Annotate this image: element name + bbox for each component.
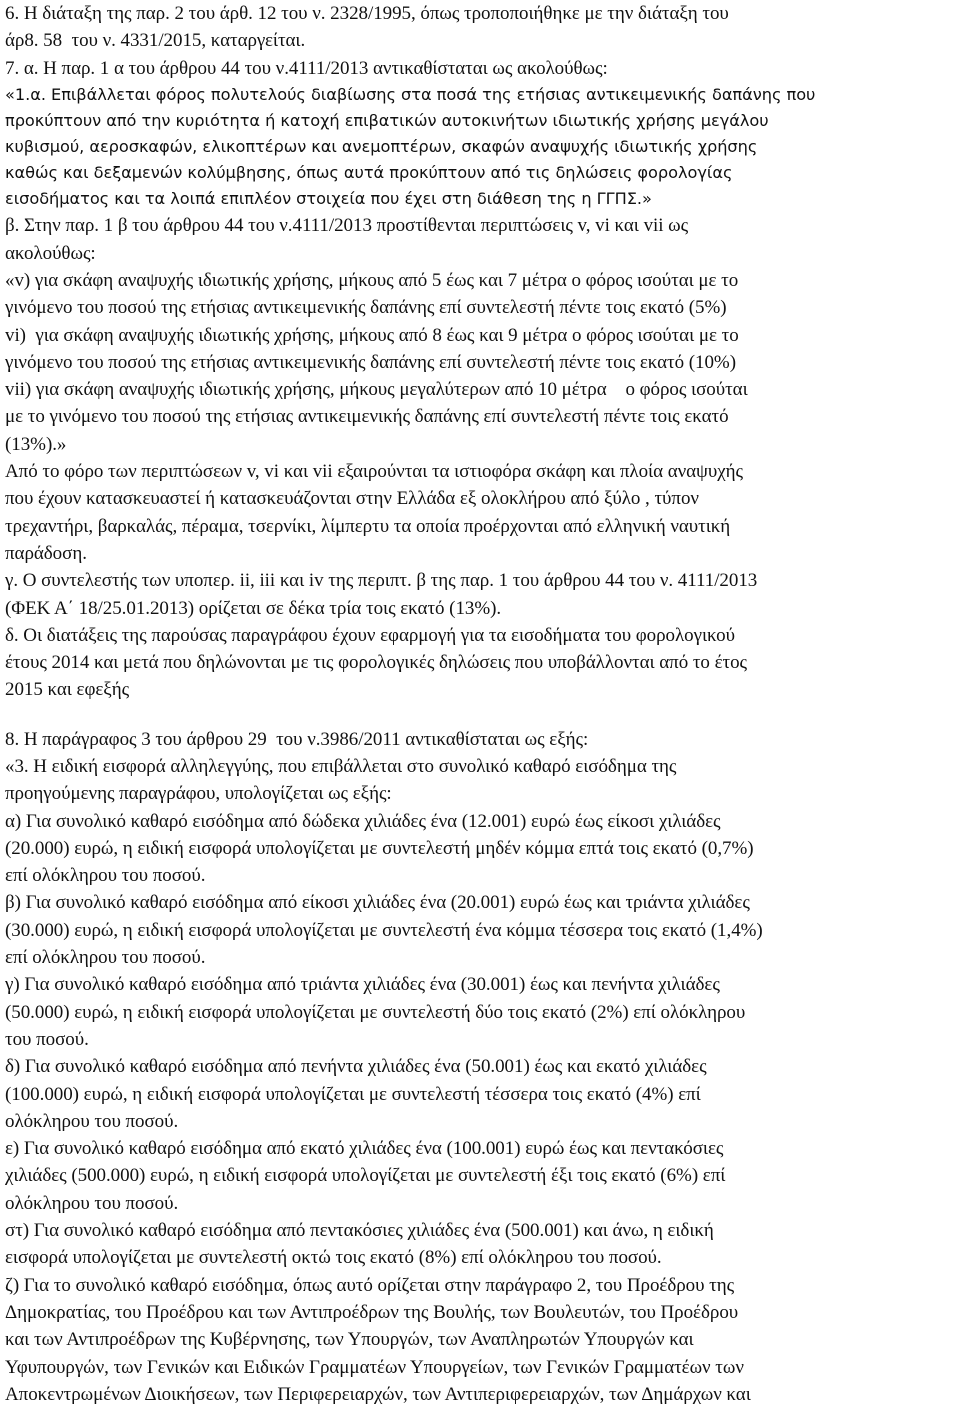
text-line: στ) Για συνολικό καθαρό εισόδημα από πεντακόσιες χιλιάδες ένα (500.001) και άνω, η ειδική xyxy=(5,1220,714,1242)
text-line: γ) Για συνολικό καθαρό εισόδημα από τριάντα χιλιάδες ένα (30.001) έως και πενήντα χιλιάδες xyxy=(5,974,720,996)
text-line: (13%).» xyxy=(5,433,67,455)
text-line: (20.000) ευρώ, η ειδική εισφορά υπολογίζεται με συντελεστή μηδέν κόμμα επτά τοις εκατό (0,7%) xyxy=(5,837,754,859)
text-line: δ. Οι διατάξεις της παρούσας παραγράφου έχουν εφαρμογή για τα εισοδήματα του φορολογικού xyxy=(5,624,735,646)
text-line: Από το φόρο των περιπτώσεων v, vi και vii εξαιρούνται τα ιστιοφόρα σκάφη και πλοία αναψυχής xyxy=(5,461,744,483)
text-line: που έχουν κατασκευαστεί ή κατασκευάζονται στην Ελλάδα εξ ολοκλήρου από ξύλο , τύπον xyxy=(5,488,699,510)
text-line: χιλιάδες (500.000) ευρώ, η ειδική εισφορά υπολογίζεται με συντελεστή έξι τοις εκατό (6%) επί xyxy=(5,1165,726,1187)
text-line: Δημοκρατίας, του Προέδρου και των Αντιπροέδρων της Βουλής, των Βουλευτών, του Προέδρου xyxy=(5,1301,739,1323)
text-line: εισφορά υπολογίζεται με συντελεστή οκτώ τοις εκατό (8%) επί ολόκληρου του ποσού. xyxy=(5,1247,662,1269)
text-line: του ποσού. xyxy=(5,1028,89,1050)
text-line: (100.000) ευρώ, η ειδική εισφορά υπολογίζεται με συντελεστή τέσσερα τοις εκατό (4%) επί xyxy=(5,1083,701,1105)
text-line: (ΦΕΚ Α΄ 18/25.01.2013) ορίζεται σε δέκα τρία τοις εκατό (13%). xyxy=(5,597,502,619)
text-line: ακολούθως: xyxy=(5,242,96,264)
text-line: γινόμενο του ποσού της ετήσιας αντικειμενικής δαπάνης επί συντελεστή πέντε τοις εκατό (10%) xyxy=(5,351,736,373)
text-line: άρ8. 58 του ν. 4331/2015, καταργείται. xyxy=(5,30,306,52)
text-line: προκύπτουν από την κυριότητα ή κατοχή επιβατικών αυτοκινήτων ιδιωτικής χρήσης μεγάλου xyxy=(5,110,769,130)
text-line: με το γινόμενο του ποσού της ετήσιας αντικειμενικής δαπάνης επί συντελεστή πέντε τοις εκατό xyxy=(5,406,729,428)
text-line: 7. α. Η παρ. 1 α του άρθρου 44 του ν.4111/2013 αντικαθίσταται ως ακολούθως: xyxy=(5,57,608,79)
text-line: vi) για σκάφη αναψυχής ιδιωτικής χρήσης, μήκους από 8 έως και 9 μέτρα ο φόρος ισούται με το xyxy=(5,324,739,346)
text-line: καθώς και δεξαμενών κολύμβησης, όπως αυτά προκύπτουν από τις δηλώσεις φορολογίας xyxy=(5,163,733,183)
text-line: ζ) Για το συνολικό καθαρό εισόδημα, όπως αυτό ορίζεται στην παράγραφο 2, του Προέδρου της xyxy=(5,1274,735,1296)
text-line: vii) για σκάφη αναψυχής ιδιωτικής χρήσης, μήκους μεγαλύτερων από 10 μέτρα ο φόρος ισούται xyxy=(5,379,748,401)
text-line: ε) Για συνολικό καθαρό εισόδημα από εκατό χιλιάδες ένα (100.001) ευρώ έως και πεντακόσιες xyxy=(5,1138,724,1160)
text-line: προηγούμενης παραγράφου, υπολογίζεται ως εξής: xyxy=(5,783,392,805)
text-line: τρεχαντήρι, βαρκαλάς, πέραμα, τσερνίκι, λίμπερτυ τα οποία προέρχονται από ελληνική ναυτική xyxy=(5,515,731,537)
text-line: κυβισμού, αεροσκαφών, ελικοπτέρων και ανεμοπτέρων, σκαφών αναψυχής ιδιωτικής χρήσης xyxy=(5,137,758,157)
document-page xyxy=(5,0,960,1408)
text-line: «3. Η ειδική εισφορά αλληλεγγύης, που επιβάλλεται στο συνολικό καθαρό εισόδημα της xyxy=(5,756,677,777)
text-line: 8. Η παράγραφος 3 του άρθρου 29 του ν.3986/2011 αντικαθίσταται ως εξής: xyxy=(5,728,589,750)
text-line: Υφυπουργών, των Γενικών και Ειδικών Γραμματέων Υπουργείων, των Γενικών Γραμματέων των xyxy=(5,1356,744,1378)
text-line: ολόκληρου του ποσού. xyxy=(5,1110,179,1132)
text-line: 6. Η διάταξη της παρ. 2 του άρθ. 12 του ν. 2328/1995, όπως τροποποιήθηκε με την διάταξη του xyxy=(5,3,729,24)
text-line: β) Για συνολικό καθαρό εισόδημα από είκοσι χιλιάδες ένα (20.001) ευρώ έως και τριάντα χιλιάδες xyxy=(5,892,750,914)
paragraph-gap xyxy=(5,704,960,726)
text-line: α) Για συνολικό καθαρό εισόδημα από δώδεκα χιλιάδες ένα (12.001) ευρώ έως είκοσι χιλιάδες xyxy=(5,810,721,832)
text-line: επί ολόκληρου του ποσού. xyxy=(5,865,206,887)
text-line: Αποκεντρωμένων Διοικήσεων, των Περιφερειαρχών, των Αντιπεριφερειαρχών, των Δημάρχων και xyxy=(5,1383,751,1405)
text-line: και των Αντιπροέδρων της Κυβέρνησης, των Υπουργών, των Αναπληρωτών Υπουργών και xyxy=(5,1329,694,1351)
text-line: «v) για σκάφη αναψυχής ιδιωτικής χρήσης, μήκους από 5 έως και 7 μέτρα ο φόρος ισούται με το xyxy=(5,269,739,291)
text-line: εισοδήματος και τα λοιπά επιπλέον στοιχεία που έχει στη διάθεση της η ΓΓΠΣ.» xyxy=(5,189,652,209)
text-line: δ) Για συνολικό καθαρό εισόδημα από πενήντα χιλιάδες ένα (50.001) έως και εκατό χιλιάδες xyxy=(5,1056,707,1078)
text-line: β. Στην παρ. 1 β του άρθρου 44 του ν.4111/2013 προστίθενται περιπτώσεις v, vi και vii ως xyxy=(5,215,689,237)
text-line: γινόμενο του ποσού της ετήσιας αντικειμενικής δαπάνης επί συντελεστή πέντε τοις εκατό (5%) xyxy=(5,297,727,319)
text-line: ολόκληρου του ποσού. xyxy=(5,1192,179,1214)
text-line: παράδοση. xyxy=(5,542,87,564)
text-line: επί ολόκληρου του ποσού. xyxy=(5,947,206,969)
text-line: (30.000) ευρώ, η ειδική εισφορά υπολογίζεται με συντελεστή ένα κόμμα τέσσερα τοις εκατό (1,4%) xyxy=(5,919,763,941)
text-line: έτους 2014 και μετά που δηλώνονται με τις φορολογικές δηλώσεις που υποβάλλονται από το έτος xyxy=(5,652,748,674)
text-line: (50.000) ευρώ, η ειδική εισφορά υπολογίζεται με συντελεστή δύο τοις εκατό (2%) επί ολόκληρου xyxy=(5,1001,746,1023)
text-line: 2015 και εφεξής xyxy=(5,679,130,701)
text-line: γ. Ο συντελεστής των υποπερ. ii, iii και iv της περιπτ. β της παρ. 1 του άρθρου 44 του ν. 4111/2013 xyxy=(5,570,758,592)
text-line: «1.α. Επιβάλλεται φόρος πολυτελούς διαβίωσης στα ποσά της ετήσιας αντικειμενικής δαπάνης που xyxy=(5,84,816,104)
